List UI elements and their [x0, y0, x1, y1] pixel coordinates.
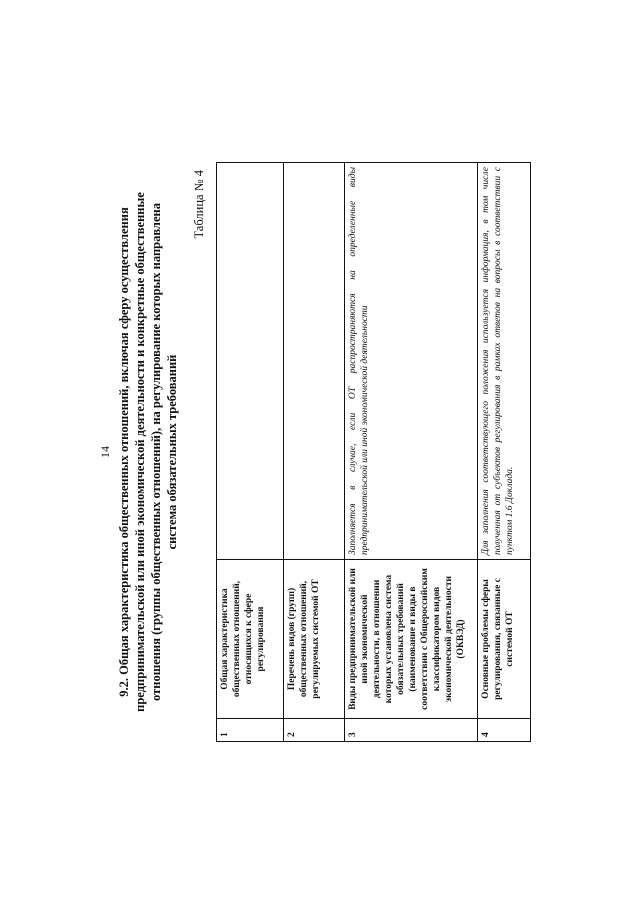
page-number: 14: [98, 446, 112, 458]
title-line: система обязательных требований: [165, 354, 179, 550]
row-label: Общая характеристика общественных отношений, относящихся к сфере регулирования: [217, 560, 284, 719]
row-label: Перечень видов (групп) общественных отношений, регулируемых системой ОТ: [284, 560, 345, 719]
row-number: 4: [478, 719, 531, 742]
section-title: [116, 172, 180, 732]
row-value: [284, 163, 345, 560]
table-row: [217, 163, 284, 742]
rotated-sheet: [90, 162, 550, 742]
table-caption: Таблица № 4: [192, 170, 206, 239]
title-line: предпринимательской или иной экономической деятельности и конкретные общественные: [133, 192, 147, 712]
characteristics-table: [216, 162, 531, 742]
row-value: Для заполнения соответствующего положения используется информация, в том числе полученная от субъектов регулирования в рамках ответов на вопросы в соответствии с пунктом 1.6 Доклада.: [478, 163, 531, 560]
row-value: [217, 163, 284, 560]
title-line: отношения (группы общественных отношений), на регулирование которых направлена: [149, 203, 163, 701]
row-label: Основные проблемы сферы регулирования, связанные с системой ОТ: [478, 560, 531, 719]
row-number: 1: [217, 719, 284, 742]
row-number: 2: [284, 719, 345, 742]
table-row: [478, 163, 531, 742]
table-row: [345, 163, 478, 742]
row-value: Заполняется в случае, если ОТ распространяются на определенные виды предпринимательской или иной экономической деятельности: [345, 163, 478, 560]
row-label: Виды предпринимательской или иной экономической деятельности, в отношении которых установлена система обязательных требований (наименование и виды в соответствии с Общероссийским классификатором видов экономической деятельности (ОКВЭД): [345, 560, 478, 719]
title-line: 9.2. Общая характеристика общественных отношений, включая сферу осуществления: [117, 207, 131, 697]
row-number: 3: [345, 719, 478, 742]
table-row: [284, 163, 345, 742]
